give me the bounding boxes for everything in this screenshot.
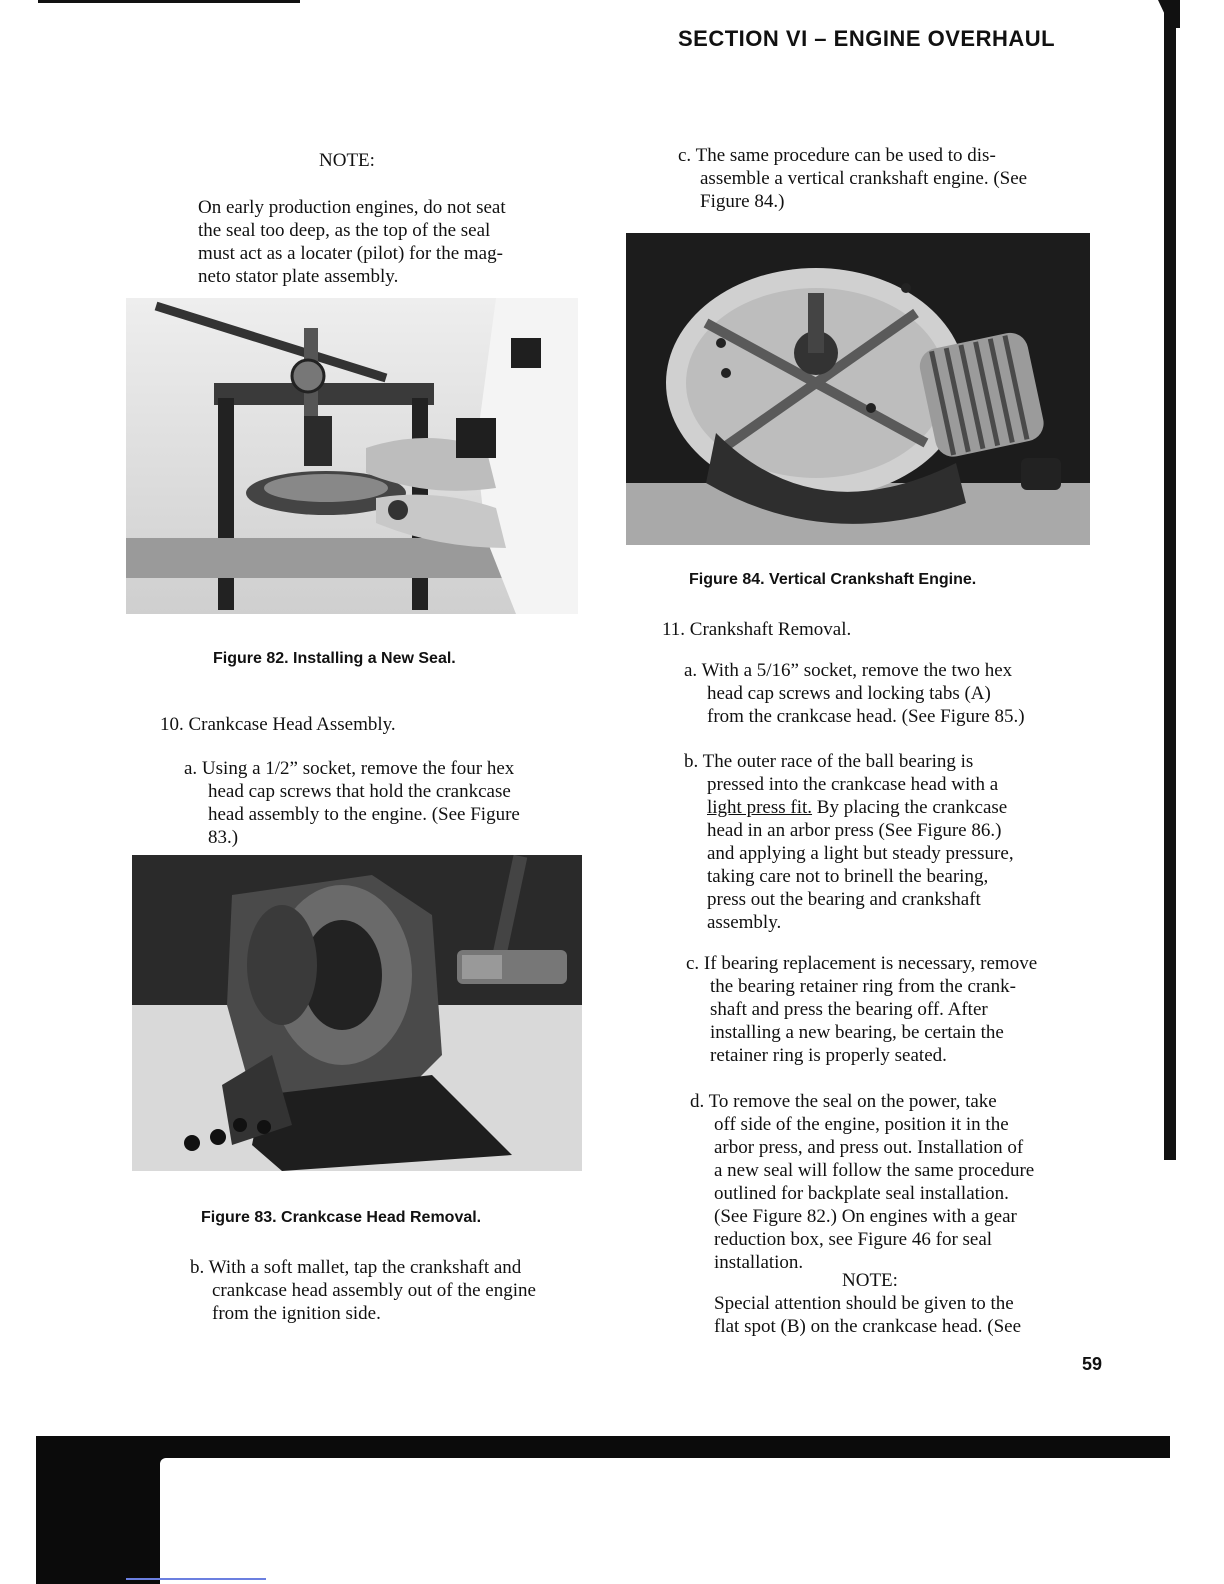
- text-line: a. With a 5/16” socket, remove the two hex: [684, 660, 1013, 681]
- right-note-title: NOTE:: [842, 1270, 898, 1291]
- text-line: (See Figure 82.) On engines with a gear: [714, 1206, 1017, 1227]
- step-11-heading: 11. Crankshaft Removal.: [662, 619, 852, 640]
- left-note-title: NOTE:: [319, 150, 375, 171]
- text-line: head in an arbor press (See Figure 86.): [707, 820, 1002, 841]
- text-line: pressed into the crankcase head with a: [707, 774, 999, 795]
- text-line: a new seal will follow the same procedure: [714, 1160, 1035, 1181]
- step-11-a-text: [684, 659, 1088, 728]
- figure-82-caption: Figure 82. Installing a New Seal.: [213, 650, 456, 667]
- text-line: On early production engines, do not seat: [198, 197, 506, 218]
- right-page-edge: [1164, 0, 1176, 1160]
- text-line: installation.: [714, 1252, 804, 1273]
- text-line: 83.): [208, 827, 239, 848]
- text-line: neto stator plate assembly.: [198, 266, 399, 287]
- text-line: head cap screws and locking tabs (A): [707, 683, 991, 704]
- text-line: c. If bearing replacement is necessary, remove: [686, 953, 1038, 974]
- step-11-b-text: [684, 750, 1088, 934]
- page-number: 59: [1082, 1354, 1103, 1374]
- step-10-a-text: [184, 757, 582, 849]
- figure-82-photo: [126, 298, 578, 614]
- step-10-b-text: [190, 1256, 590, 1325]
- text-line: the bearing retainer ring from the crank-: [710, 976, 1016, 997]
- step-10-heading: 10. Crankcase Head Assembly.: [160, 714, 396, 735]
- text-line: b. The outer race of the ball bearing is: [684, 751, 974, 772]
- right-c-text: [678, 144, 1082, 213]
- text-line: from the ignition side.: [212, 1303, 381, 1324]
- text-line: from the crankcase head. (See Figure 85.): [707, 706, 1025, 727]
- figure-84-caption: Figure 84. Vertical Crankshaft Engine.: [689, 571, 977, 588]
- figure-83-photo: [132, 855, 582, 1171]
- text-line: press out the bearing and crankshaft: [707, 889, 981, 910]
- text-line: [684, 796, 1088, 819]
- bottom-scan-gap: [160, 1458, 1190, 1584]
- text-line: c. The same procedure can be used to dis-: [678, 145, 996, 166]
- text-line: b. With a soft mallet, tap the crankshaft and: [190, 1257, 522, 1278]
- text-line: and applying a light but steady pressure,: [707, 843, 1014, 864]
- text-line: head assembly to the engine. (See Figure: [208, 804, 520, 825]
- text-line: reduction box, see Figure 46 for seal: [714, 1229, 993, 1250]
- text-line: assembly.: [707, 912, 782, 933]
- top-scan-rule: [38, 0, 300, 3]
- text-line: the seal too deep, as the top of the seal: [198, 220, 491, 241]
- bottom-link-line: [126, 1578, 266, 1580]
- text-line: retainer ring is properly seated.: [710, 1045, 947, 1066]
- section-title: SECTION VI – ENGINE OVERHAUL: [678, 26, 1056, 51]
- text-line: shaft and press the bearing off. After: [710, 999, 988, 1020]
- text-fragment: By placing the crankcase: [812, 797, 1008, 818]
- figure-84-photo: [626, 233, 1090, 545]
- text-line: installing a new bearing, be certain the: [710, 1022, 1004, 1043]
- text-line: a. Using a 1/2” socket, remove the four hex: [184, 758, 515, 779]
- text-line: head cap screws that hold the crankcase: [208, 781, 511, 802]
- left-note-text: [198, 196, 574, 288]
- text-line: Figure 84.): [700, 191, 785, 212]
- text-line: Special attention should be given to the: [714, 1293, 1014, 1314]
- text-line: crankcase head assembly out of the engine: [212, 1280, 536, 1301]
- text-line: d. To remove the seal on the power, take: [690, 1091, 997, 1112]
- underlined-text: light press fit.: [707, 797, 813, 818]
- right-note-text: [714, 1292, 1094, 1338]
- text-line: assemble a vertical crankshaft engine. (See: [700, 168, 1028, 189]
- text-line: must act as a locater (pilot) for the mag-: [198, 243, 503, 264]
- figure-83-caption: Figure 83. Crankcase Head Removal.: [201, 1209, 482, 1226]
- text-line: outlined for backplate seal installation.: [714, 1183, 1009, 1204]
- text-line: flat spot (B) on the crankcase head. (See: [714, 1316, 1022, 1337]
- step-11-c-text: [686, 952, 1090, 1067]
- step-11-d-text: [690, 1090, 1094, 1274]
- text-line: taking care not to brinell the bearing,: [707, 866, 989, 887]
- text-line: off side of the engine, position it in the: [714, 1114, 1009, 1135]
- text-line: arbor press, and press out. Installation of: [714, 1137, 1024, 1158]
